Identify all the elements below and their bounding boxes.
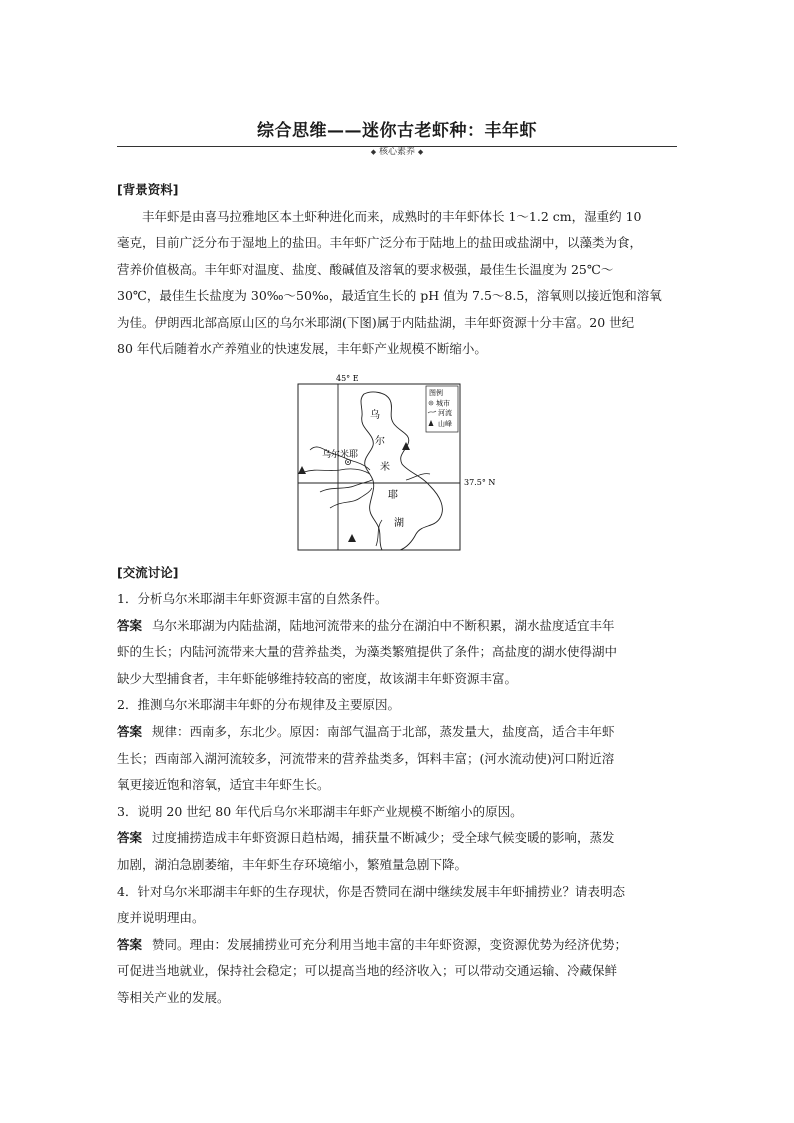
section-tag [0,139,794,158]
answer-line [117,825,679,852]
answer-line: 氧更接近饱和溶氧，适宜丰年虾生长。 [117,777,330,793]
answer-line [117,613,679,640]
answer-label: 答案 [117,830,143,846]
river-line [330,488,372,508]
lake-label-char: 乌 [370,410,380,421]
answer-line: 可促进当地就业，保持社会稳定；可以提高当地的经济收入；可以带动交通运输、冷藏保鲜 [117,963,618,979]
question-line: 4．针对乌尔米耶湖丰年虾的生存现状，你是否赞同在湖中继续发展丰年虾捕捞业？请表明态 [117,883,625,899]
peak-icon [298,466,306,474]
legend-title: 图例 [429,389,443,397]
answer-text: 乌尔米耶湖为内陆盐湖，陆地河流带来的盐分在湖泊中不断积累，湖水盐度适宜丰年 [152,617,615,633]
text-line: 30℃，最佳生长盐度为 30‰～50‰，最适宜生长的 pH 值为 7.5～8.5，溶氧则以接近饱和溶氧 [117,288,662,304]
answer-text: 赞同。理由：发展捕捞业可充分利用当地丰富的丰年虾资源，变资源优势为经济优势； [152,936,628,952]
page-title: 综合思维——迷你古老虾种：丰年虾 [257,121,537,141]
text-line: 丰年虾是由喜马拉雅地区本土虾种进化而来，成熟时的丰年虾体长 1～1.2 cm，湿重约 10 [142,209,642,224]
legend-city-label: 城市 [436,399,450,408]
diamond-icon: ◆ [417,148,424,156]
legend-river-label: 河流 [438,409,452,417]
answer-label: 答案 [117,723,143,739]
answer-line: 缺少大型捕食者，丰年虾能够维持较高的密度，故该湖丰年虾资源丰富。 [117,670,518,686]
peak-icon [348,534,356,542]
lake-map-figure [290,368,506,554]
legend-peak-label: 山峰 [438,420,452,428]
answer-line: 生长；西南部入湖河流较多，河流带来的营养盐类多，饵料丰富；(河水流动使)河口附近溶 [117,750,615,766]
city-marker-dot [347,461,349,463]
lake-label-char: 耶 [388,490,398,501]
diamond-icon: ◆ [370,148,377,156]
background-heading: [背景资料] [117,182,179,197]
text-line: 为佳。伊朗西北部高原山区的乌尔米耶湖(下图)属于内陆盐湖，丰年虾资源十分丰富。20 世纪 [117,314,635,330]
discussion-block [117,586,679,1012]
text-line: 毫克，目前广泛分布于湿地上的盐田。丰年虾广泛分布于陆地上的盐田或盐湖中，以藻类为食， [117,235,643,251]
lake-label-char: 尔 [375,436,385,447]
answer-line: 加剧，湖泊急剧萎缩，丰年虾生存环境缩小，繁殖量急剧下降。 [117,856,468,872]
answer-line [117,932,679,959]
peak-icon [402,442,410,450]
section-tag-label: 核心素养 [378,147,415,157]
answer-label: 答案 [117,936,143,952]
legend-city-dot [430,402,431,403]
answer-label: 答案 [117,617,143,633]
question-line: 3．说明 20 世纪 80 年代后乌尔米耶湖丰年虾产业规模不断缩小的原因。 [117,803,523,819]
answer-line [117,719,679,746]
text-line: 营养价值极高。丰年虾对温度、盐度、酸碱值及溶氧的要求极强，最佳生长温度为 25℃～ [117,261,614,277]
river-line [320,480,372,492]
answer-text: 过度捕捞造成丰年虾资源日趋枯竭，捕获量不断减少；受全球气候变暖的影响，蒸发 [152,830,615,846]
river-line [304,469,370,474]
question-line: 度并说明理由。 [117,910,205,926]
river-line [406,474,430,480]
latitude-label: 37.5° N [464,478,496,487]
background-paragraph [117,204,679,362]
question-line: 2．推测乌尔米耶湖丰年虾的分布规律及主要原因。 [117,697,400,713]
longitude-label: 45° E [336,374,359,383]
answer-text: 规律：西南多，东北少。原因：南部气温高于北部，蒸发量大，盐度高，适合丰年虾 [152,723,615,739]
lake-label-char: 湖 [394,518,404,529]
answer-line: 等相关产业的发展。 [117,989,230,1005]
question-line: 1．分析乌尔米耶湖丰年虾资源丰富的自然条件。 [117,591,388,606]
text-line: 80 年代后随着水产养殖业的快速发展，丰年虾产业规模不断缩小。 [117,341,487,357]
city-label: 乌尔米耶 [322,450,359,460]
discussion-heading: [交流讨论] [117,565,179,580]
answer-line: 虾的生长；内陆河流带来大量的营养盐类，为藻类繁殖提供了条件；高盐度的湖水使得湖中 [117,644,618,660]
lake-label-char: 米 [380,462,390,473]
